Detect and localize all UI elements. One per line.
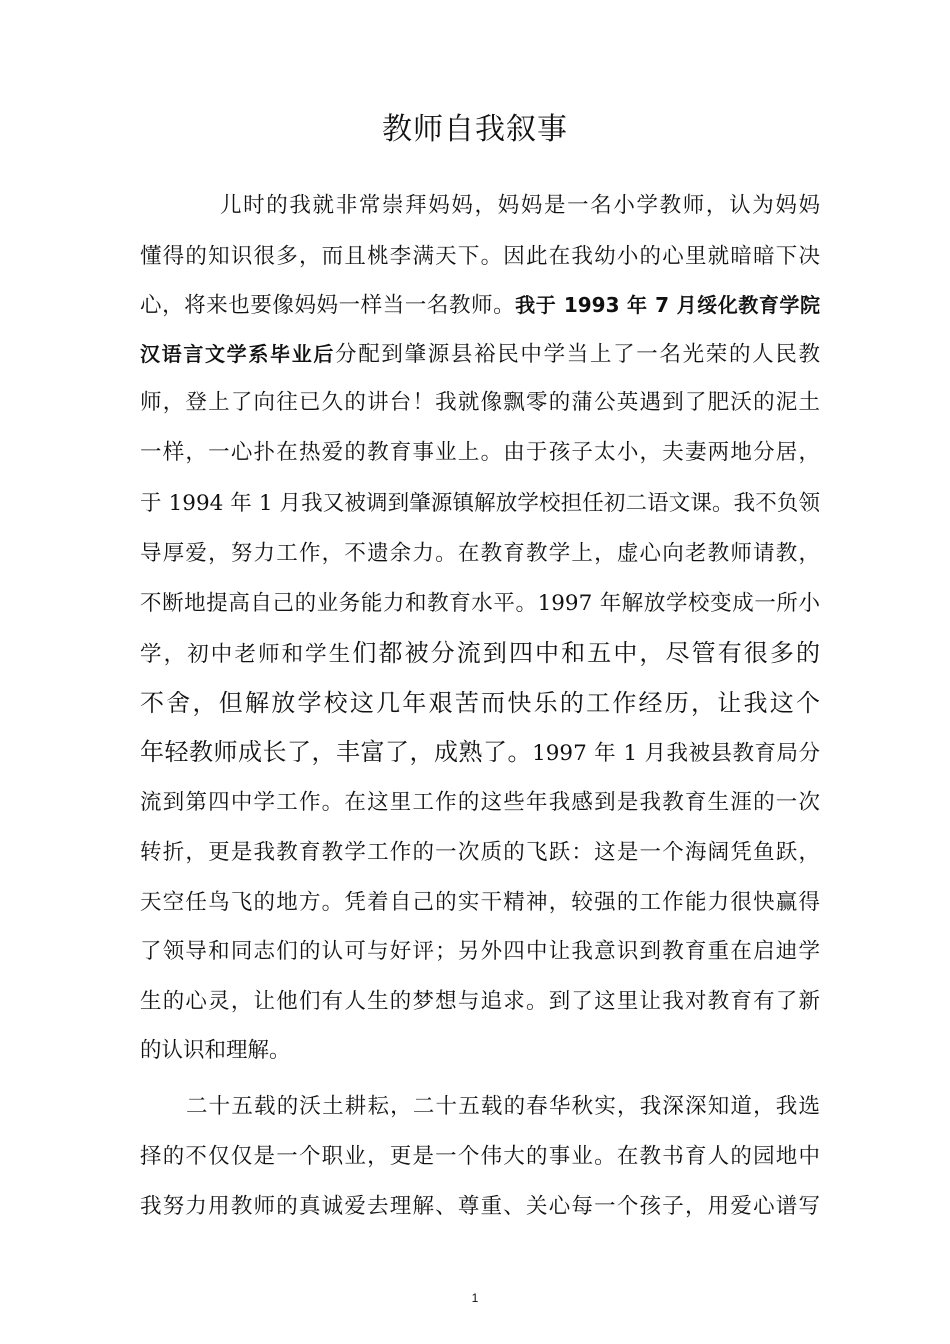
text-line: 不舍，但解放学校这几年艰苦而快乐的工作经历，让我这个 bbox=[140, 689, 820, 717]
text-segment: 学，初中老师和学生 bbox=[140, 642, 353, 667]
text-line: 择的不仅仅是一个职业，更是一个伟大的事业。在教书育人的园地中 bbox=[140, 1144, 820, 1169]
text-line: 了领导和同志们的认可与好评；另外四中让我意识到教育重在启迪学 bbox=[140, 939, 820, 964]
document-title: 教师自我叙事 bbox=[382, 112, 568, 147]
page-number: 1 bbox=[471, 1291, 479, 1305]
text-line: 的认识和理解。 bbox=[140, 1038, 291, 1063]
text-segment: 心，将来也要像妈妈一样当一名教师。 bbox=[140, 293, 516, 318]
text-line: 我努力用教师的真诚爱去理解、尊重、关心每一个孩子，用爱心谱写 bbox=[140, 1194, 820, 1219]
bold-text-segment: 我于 1993 年 7 月绥化教育学院 bbox=[515, 293, 820, 317]
text-line: 一样，一心扑在热爱的教育事业上。由于孩子太小，夫妻两地分居， bbox=[140, 440, 820, 465]
text-line: 流到第四中学工作。在这里工作的这些年我感到是我教育生涯的一次 bbox=[140, 790, 820, 815]
text-line bbox=[140, 735, 820, 769]
text-line: 不断地提高自己的业务能力和教育水平。1997 年解放学校变成一所小 bbox=[140, 591, 820, 616]
text-line bbox=[140, 636, 820, 670]
text-line: 转折，更是我教育教学工作的一次质的飞跃：这是一个海阔凭鱼跃， bbox=[140, 840, 820, 865]
text-line: 儿时的我就非常崇拜妈妈，妈妈是一名小学教师，认为妈妈 bbox=[220, 193, 820, 218]
text-line: 懂得的知识很多，而且桃李满天下。因此在我幼小的心里就暗暗下决 bbox=[140, 244, 820, 269]
text-segment: 1997 年 1 月我被县教育局分 bbox=[532, 741, 820, 766]
text-segment: 分配到肇源县裕民中学当上了一名光荣的人民教 bbox=[335, 342, 820, 367]
text-segment: 们都被分流到四中和五中，尽管有很多的 bbox=[352, 639, 820, 667]
text-line: 师，登上了向往已久的讲台！我就像飘零的蒲公英遇到了肥沃的泥土 bbox=[140, 390, 820, 415]
text-line bbox=[140, 337, 820, 371]
text-segment: 年轻教师成长了，丰富了，成熟了。 bbox=[140, 738, 533, 766]
text-line: 天空任鸟飞的地方。凭着自己的实干精神，较强的工作能力很快赢得 bbox=[140, 890, 820, 915]
text-line bbox=[140, 288, 820, 322]
text-line: 于 1994 年 1 月我又被调到肇源镇解放学校担任初二语文课。我不负领 bbox=[140, 491, 820, 516]
text-line: 生的心灵，让他们有人生的梦想与追求。到了这里让我对教育有了新 bbox=[140, 989, 820, 1014]
bold-text-segment: 汉语言文学系毕业后 bbox=[140, 342, 336, 366]
text-line: 二十五载的沃土耕耘，二十五载的春华秋实，我深深知道，我选 bbox=[186, 1094, 820, 1119]
text-line: 导厚爱，努力工作，不遗余力。在教育教学上，虚心向老教师请教， bbox=[140, 541, 820, 566]
